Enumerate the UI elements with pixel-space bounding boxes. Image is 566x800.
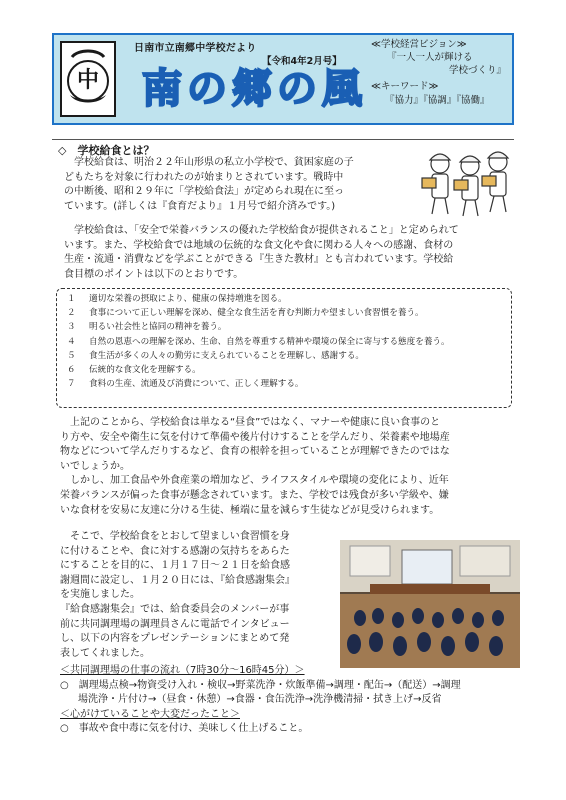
text-line: 表してくれました。 <box>60 647 150 659</box>
goal-item: ６ 伝統的な食文化を理解する。 <box>67 365 201 376</box>
school-name: 日南市立南郷中学校だより <box>134 43 257 54</box>
keyword-heading: ≪キーワード≫ <box>371 81 439 92</box>
text-line: しかし、加工食品や外食産業の増加など、ライフスタイルや環境の変化により、近年 <box>60 475 449 487</box>
text-line: にすることを目的に、１月１７日～２１日を給食感 <box>60 560 290 572</box>
goal-item: ５ 食生活が多くの人々の勤労に支えられていることを理解し、感謝する。 <box>67 350 365 361</box>
summary-paragraph <box>60 416 450 518</box>
school-logo <box>60 41 116 117</box>
flow-line: ○ 調理場点検→物資受け入れ・検収→野菜洗浄・炊飯準備→調理・配缶→（配送）→調理 <box>60 679 461 691</box>
goal-item: ７ 食料の生産、流通及び消費について、正しく理解する。 <box>67 379 304 390</box>
goal-item: ３ 明るい社会性と協同の精神を養う。 <box>67 322 227 333</box>
text-line: 前に共同調理場の調理員さんに電話でインタビュー <box>60 618 290 630</box>
kitchen-section <box>60 664 461 737</box>
flow-heading: ＜共同調理場の仕事の流れ（7時30分～16時45分）＞ <box>60 665 305 676</box>
text-line: の中断後、昭和２９年に「学校給食法」が定められ現在に至っ <box>64 186 344 198</box>
text-line: 物などについて学んだりするなど、食育の根幹を担っていることが理解できたのではな <box>60 446 450 458</box>
text-line: 栄養バランスが偏った食事が懸念されています。また、学校では残食が多い学級や、嫌 <box>60 489 449 501</box>
text-line: 食目標のポイントは以下のとおりです。 <box>64 268 244 280</box>
law-paragraph <box>64 224 459 282</box>
logo-char: 中 <box>76 68 100 93</box>
students-carrying-lunch-illustration <box>418 144 518 222</box>
vision-heading: ≪学校経営ビジョン≫ <box>371 39 467 50</box>
goal-item: ４ 自然の恩恵への理解を深め、生命、自然を尊重する精神や環境の保全に寄与する態度を養う。 <box>67 336 450 347</box>
goal-item: ２ 食事について正しい理解を深め、健全な食生活を育む判断力や望ましい食習慣を養う。 <box>67 308 424 319</box>
text-line: を実施しました。 <box>60 589 140 601</box>
vision-line-1: 『一人一人が輝ける <box>387 52 473 63</box>
text-line: り方や、安全や衛生に気を付けて準備や後片付けすることを学んだり、栄養素や地場産 <box>60 431 450 443</box>
text-line: いな食材を安易に友達に分ける生徒、極端に量を減らす生徒などが見受けられます。 <box>60 504 440 516</box>
text-line: 『給食感謝集会』では、給食委員会のメンバーが事 <box>60 603 290 615</box>
text-line: 上記のことから、学校給食は単なる“昼食”ではなく、マナーや健康に良い食事のと <box>60 417 441 428</box>
text-line: 謝週間に設定し、１月２０日には、『給食感謝集会』 <box>60 574 295 586</box>
lunch-goals-box <box>56 288 512 408</box>
section-title: ◇ 学校給食とは？ <box>58 144 155 157</box>
newsletter-title: 南の郷の風 <box>142 66 367 112</box>
section-divider <box>52 139 514 140</box>
text-line: そこで、学校給食をとおして望ましい食習慣を身 <box>60 531 290 542</box>
text-line: ています。(詳しくは『食育だより』１月号で紹介済みです。) <box>64 200 336 212</box>
intro-paragraph <box>64 156 354 214</box>
text-line: どもたちを対象に行われたのが始まりとされています。戦時中 <box>64 171 344 183</box>
school-lunch-appreciation-assembly-photo <box>340 540 520 668</box>
text-line: いでしょうか。 <box>60 460 130 472</box>
goal-item: １ 適切な栄養の摂取により、健康の保持増進を図る。 <box>67 294 287 304</box>
school-emblem-icon <box>62 43 114 115</box>
vision-box <box>365 35 512 123</box>
care-heading: ＜心がけていることや大変だったこと＞ <box>60 708 240 720</box>
vision-line-2: 学校づくり』 <box>449 65 507 76</box>
text-line: います。また、学校給食では地域の伝統的な食文化や食に関わる人々への感謝、食材の <box>64 239 454 251</box>
text-line: 学校給食は、「安全で栄養バランスの優れた学校給食が提供されること」と定められて <box>64 225 459 236</box>
text-line: に付けることや、食に対する感謝の気持ちをあらた <box>60 545 290 557</box>
issue-label: 【令和4年2月号】 <box>262 56 342 67</box>
text-line: 生産・流通・消費などを学ぶことができる『生きた教材』とも言われています。学校給 <box>64 254 454 266</box>
keywords: 『協力』『協調』『協働』 <box>385 95 490 106</box>
event-paragraph <box>60 530 295 661</box>
text-line: し、以下の内容をプレゼンテーションにまとめて発 <box>60 633 290 645</box>
care-line: ○ 事故や食中毒に気を付け、美味しく仕上げること。 <box>60 723 309 735</box>
newsletter-header <box>52 33 514 125</box>
flow-line: 場洗浄・片付け→（昼食・休憩）→食器・食缶洗浄→洗浄機清掃・拭き上げ→反省 <box>78 694 442 706</box>
text-line: 学校給食は、明治２２年山形県の私立小学校で、貧困家庭の子 <box>64 157 354 168</box>
